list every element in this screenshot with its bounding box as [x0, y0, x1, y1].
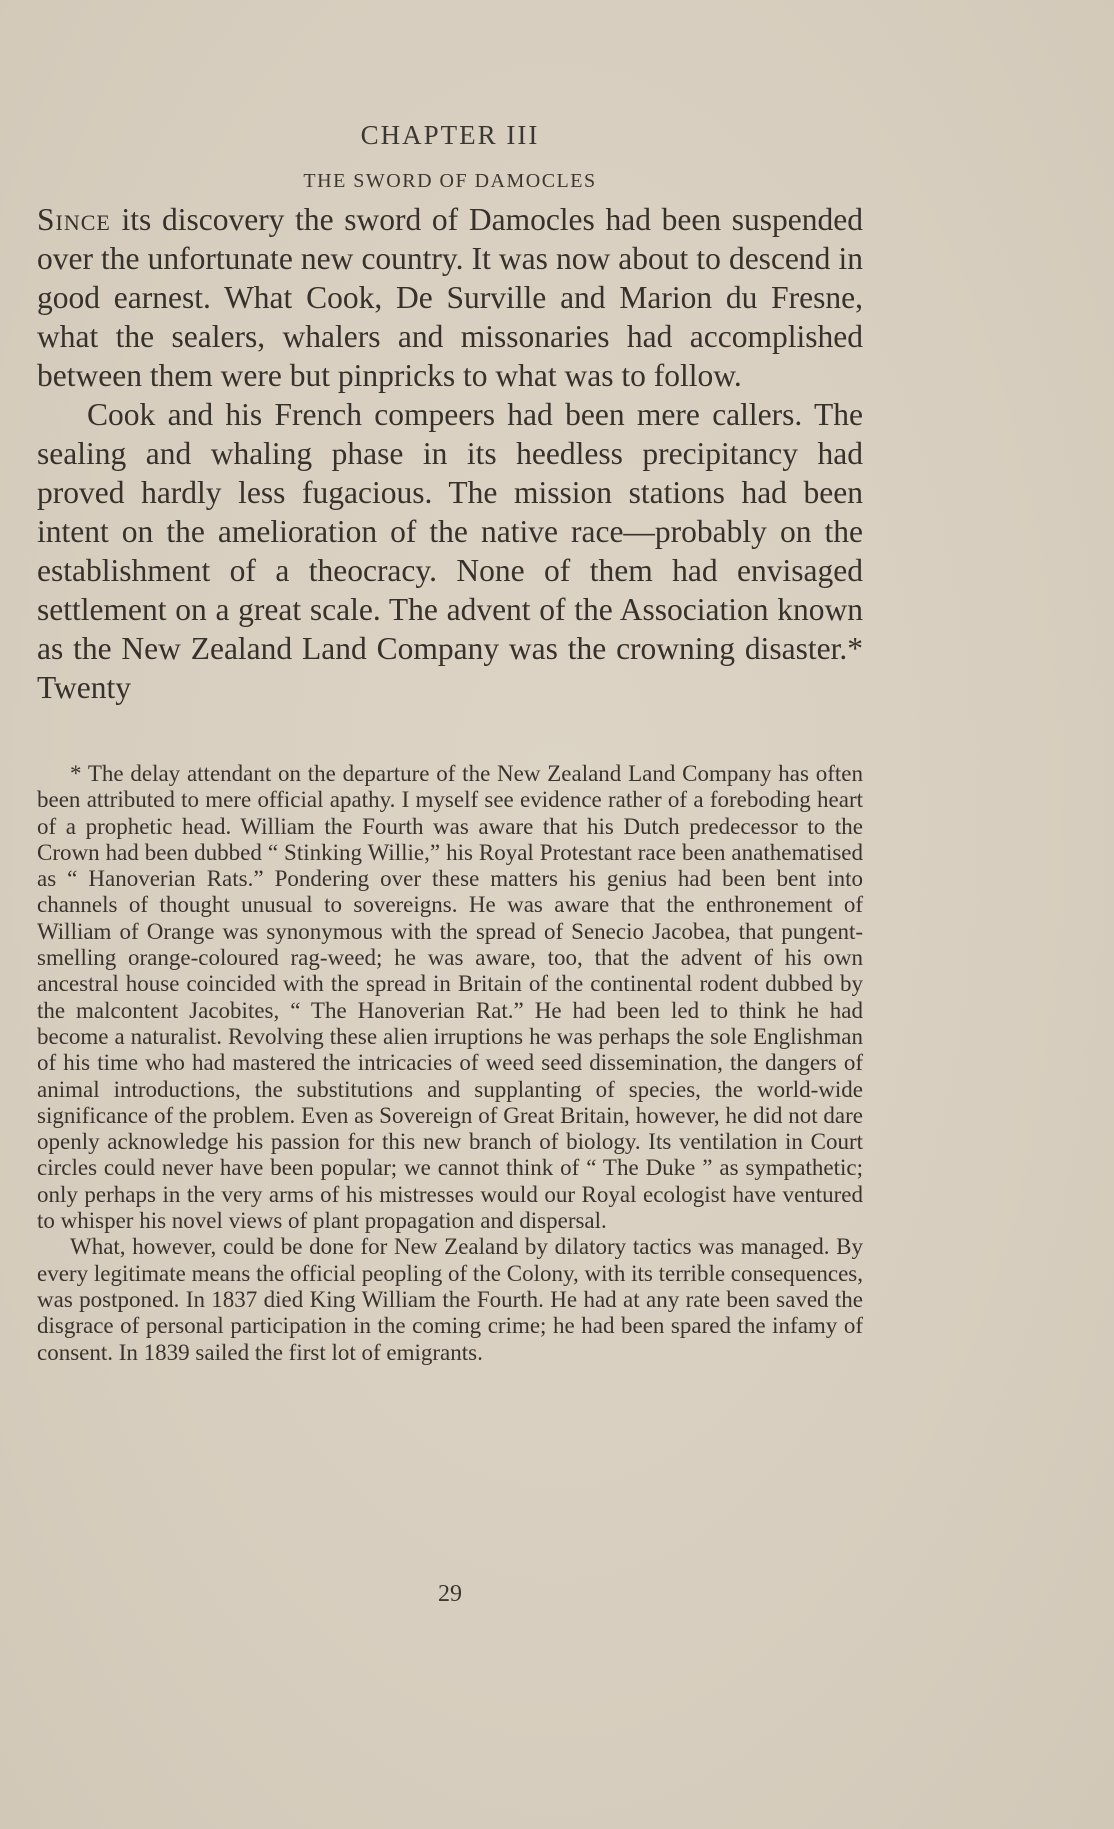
chapter-number: CHAPTER III: [360, 120, 540, 150]
paragraph-1-text: its discovery the sword of Damocles had been suspended over the unfortunate new country. It was now about to descend in good earnest. What Cook, De Surville and Marion du Fresne, what the sealers, whalers and missonaries had accomplished between them were but pinpricks to what was to follow.: [37, 202, 863, 393]
paragraph-1-lead-word: Since: [37, 202, 111, 237]
footnote-paragraph-1: * The delay attendant on the departure of the New Zealand Land Company has often been attributed to mere official apathy. I myself see evidence rather of a foreboding heart of a prophetic head. William the Fourth was aware that his Dutch predecessor to the Crown had been dubbed “ Stinking Willie,” his Royal Protestant race been anathematised as “ Hanoverian Rats.” Pondering over these matters his genius had been bent into channels of thought unusual to sovereigns. He was aware that the enthronement of William of Orange was synonymous with the spread of Senecio Jacobea, that pungent-smelling orange-coloured rag-weed; he was aware, too, that the advent of his own ancestral house coincided with the spread in Britain of the continental rodent dubbed by the malcontent Jacobites, “ The Hanoverian Rat.” He had been led to think he had become a naturalist. Revolving these alien irruptions he was perhaps the sole Englishman of his time who had mastered the intricacies of weed seed dissemination, the dangers of animal introductions, the substitutions and supplanting of species, the world-wide significance of the problem. Even as Sovereign of Great Britain, however, he did not dare openly acknowledge his passion for this new branch of biology. Its ventilation in Court circles could never have been popular; we cannot think of “ The Duke ” as sympathetic; only perhaps in the very arms of his mistresses would our Royal ecologist have ventured to whisper his novel views of plant propagation and dispersal.: [37, 761, 863, 1234]
paragraph-1: [37, 200, 863, 395]
paragraph-2: Cook and his French compeers had been mere callers. The sealing and whaling phase in its heedless precipitancy had proved hardly less fugacious. The mission stations had been intent on the amelioration of the native race—probably on the establishment of a theocracy. None of them had envisaged settlement on a great scale. The advent of the Association known as the New Zealand Land Company was the crowning disaster.* Twenty: [37, 397, 863, 705]
footnote: [37, 761, 863, 1366]
chapter-title: THE SWORD OF DAMOCLES: [303, 170, 597, 192]
footnote-paragraph-2: What, however, could be done for New Zealand by dilatory tactics was managed. By every legitimate means the official peopling of the Colony, with its terrible consequences, was postponed. In 1837 died King William the Fourth. He had at any rate been saved the disgrace of personal participation in the coming crime; he had been spared the infamy of consent. In 1839 sailed the first lot of emigrants.: [37, 1234, 863, 1365]
page-number: 29: [438, 1581, 462, 1607]
main-text: [37, 200, 863, 707]
